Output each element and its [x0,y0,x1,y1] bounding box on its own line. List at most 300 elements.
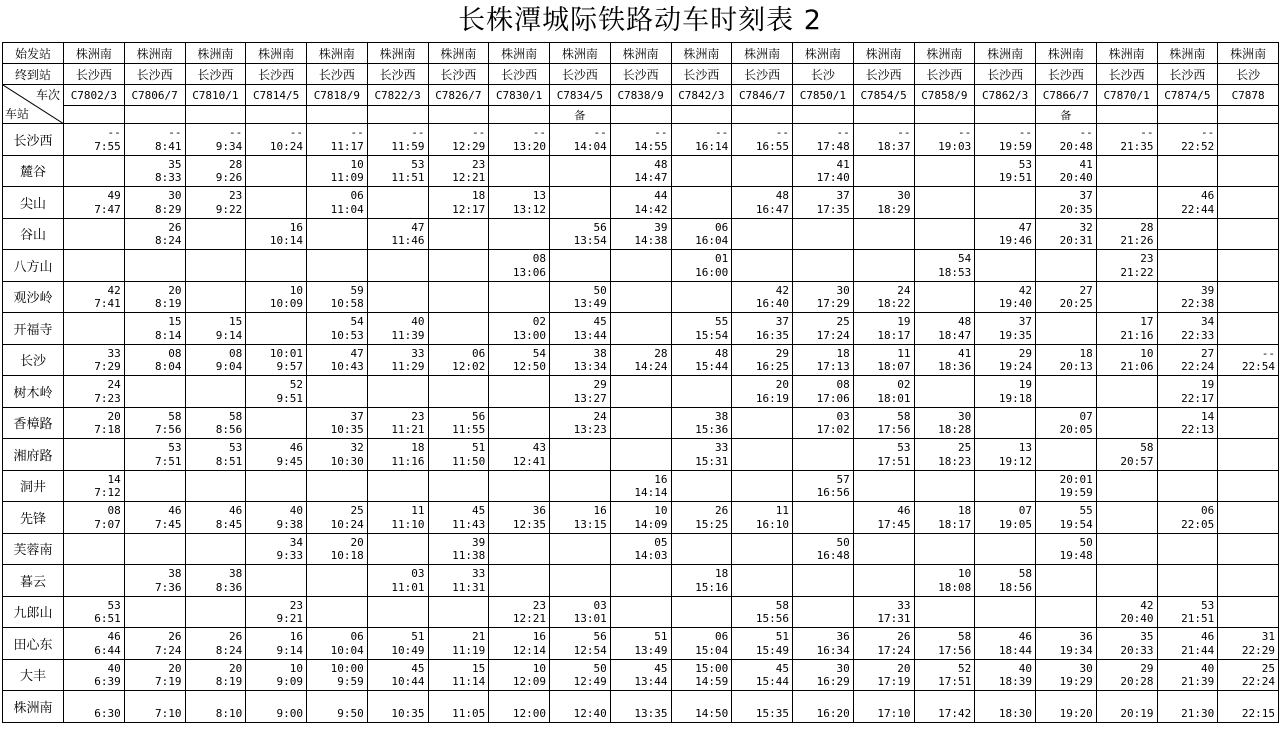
time-cell [793,155,854,187]
arrival-time: 15 [168,315,182,328]
departure-time: 9:57 [276,360,303,373]
departure-time: 16:40 [755,297,789,310]
time-cell [1036,124,1097,156]
arrival-time: 06 [472,346,486,360]
arrival-time: 33 [897,598,911,612]
departure-time: 11:55 [452,423,486,436]
train-number: C7878 [1218,85,1279,106]
terminus-cell: 长沙西 [489,64,550,85]
origin-cell: 株洲南 [975,43,1036,64]
arrival-time: 36 [1079,630,1093,643]
station-name: 香樟路 [3,407,64,439]
departure-time: 13:20 [512,139,546,153]
time-cell [64,533,125,565]
departure-time: 10:44 [391,675,425,688]
departure-time: 18:17 [877,328,911,342]
train-note [671,106,732,124]
time-cell [853,281,914,313]
time-cell [246,470,307,502]
origin-cell: 株洲南 [732,43,793,64]
arrival-time: 33 [715,441,729,454]
time-cell [732,470,793,502]
time-cell [975,659,1036,691]
departure-time: 14:42 [634,202,668,216]
train-note [307,106,368,124]
time-cell [185,187,246,219]
time-cell [610,470,671,502]
time-cell [914,376,975,408]
time-cell [793,470,854,502]
arrival-time: 21 [472,630,486,643]
time-cell [732,596,793,628]
time-cell [793,439,854,471]
departure-time: 12:21 [452,171,486,184]
arrival-time: -- [107,126,121,139]
arrival-time: 10:00 [330,661,364,675]
origin-cell: 株洲南 [1157,43,1218,64]
time-cell [1157,124,1218,156]
time-cell [975,218,1036,250]
train-number: C7810/1 [185,85,246,106]
departure-time: 8:19 [155,297,182,310]
arrival-time: 10 [350,157,364,171]
departure-time: 15:25 [695,517,729,531]
terminus-cell: 长沙西 [1157,64,1218,85]
arrival-time: 25 [958,441,972,454]
arrival-time: 25 [350,504,364,517]
time-cell [1157,691,1218,723]
arrival-time: 48 [775,189,789,202]
arrival-time: 26 [715,504,729,517]
time-cell [489,659,550,691]
arrival-time: 15:00 [695,661,729,675]
arrival-time: 46 [1201,630,1215,643]
arrival-time: 46 [168,504,182,517]
arrival-time: 58 [1018,567,1032,580]
time-cell [1096,502,1157,534]
arrival-time: 34 [289,535,303,549]
departure-time: 8:10 [215,706,243,720]
departure-time: 16:00 [695,265,729,279]
time-cell [1096,250,1157,282]
departure-time: 10:49 [391,643,425,657]
departure-time: 14:14 [634,486,668,499]
time-cell [853,533,914,565]
arrival-time: 10 [289,283,303,297]
train-note [732,106,793,124]
time-cell [671,533,732,565]
departure-time: 8:45 [215,517,243,531]
time-cell [64,218,125,250]
time-cell [975,155,1036,187]
time-cell [428,313,489,345]
time-cell [307,187,368,219]
time-cell [550,533,611,565]
time-cell [124,218,185,250]
departure-time: 19:34 [1059,643,1093,657]
departure-time: 15:16 [695,580,729,594]
departure-time: 21:35 [1120,139,1154,153]
origin-cell: 株洲南 [307,43,368,64]
train-number: C7874/5 [1157,85,1218,106]
arrival-time: -- [775,126,789,139]
arrival-time: 38 [715,409,729,423]
station-col-label: 车站 [5,107,30,121]
departure-time: 20:48 [1059,139,1093,153]
time-cell [428,124,489,156]
time-cell [1036,691,1097,723]
time-cell [550,376,611,408]
arrival-time: 31 [1261,630,1275,643]
time-cell [853,250,914,282]
departure-time: 11:59 [391,139,425,153]
departure-time: 22:38 [1181,297,1215,310]
time-cell [793,376,854,408]
terminus-cell: 长沙西 [124,64,185,85]
arrival-time: 11 [897,346,911,360]
departure-time: 6:30 [94,706,121,720]
time-cell [1218,281,1279,313]
arrival-time: 19 [1201,378,1215,391]
time-cell [1036,659,1097,691]
departure-time: 18:01 [877,391,911,405]
arrival-time: 53 [229,441,243,454]
arrival-time: 52 [289,378,303,391]
departure-time: 14:47 [634,171,668,184]
departure-time: 19:18 [998,391,1032,405]
time-cell [610,187,671,219]
arrival-time: 15 [472,661,486,675]
departure-time: 11:46 [391,234,425,247]
origin-row [3,43,1279,64]
time-cell [428,407,489,439]
arrival-time: 48 [654,157,668,171]
time-cell [732,691,793,723]
departure-time: 22:44 [1181,202,1215,216]
time-cell [1036,407,1097,439]
departure-time: 16:20 [816,706,850,720]
departure-time: 15:04 [695,643,729,657]
arrival-time: 54 [958,252,972,265]
station-name: 长沙 [3,344,64,376]
departure-time: 8:14 [155,328,182,342]
departure-time: 19:51 [998,171,1032,184]
time-cell [671,502,732,534]
departure-time: 16:47 [755,202,789,216]
time-cell [1036,470,1097,502]
arrival-time: 51 [775,630,789,643]
time-cell [671,376,732,408]
arrival-time: 39 [472,535,486,549]
train-note [428,106,489,124]
time-cell [610,565,671,597]
arrival-time: 20 [168,283,182,297]
arrival-time: 18 [715,567,729,580]
arrival-time: 05 [654,535,668,549]
time-cell [307,470,368,502]
station-row [3,565,1279,597]
time-cell [732,628,793,660]
time-cell [610,155,671,187]
departure-time: 17:35 [816,202,850,216]
departure-time: 16:19 [755,391,789,405]
time-cell [914,155,975,187]
time-cell [671,155,732,187]
time-cell [610,124,671,156]
arrival-time: -- [1018,126,1032,139]
departure-time: 13:49 [634,643,668,657]
time-cell [914,470,975,502]
station-row [3,470,1279,502]
arrival-time: 16 [289,220,303,234]
train-number: C7862/3 [975,85,1036,106]
departure-time: 16:10 [755,517,789,531]
departure-time: 13:06 [512,265,546,279]
departure-time: 11:51 [391,171,425,184]
train-number: C7826/7 [428,85,489,106]
departure-time: 12:21 [512,612,546,625]
time-cell [853,407,914,439]
train-note [975,106,1036,124]
time-cell [246,407,307,439]
time-cell [1096,533,1157,565]
departure-time: 22:05 [1181,517,1215,531]
departure-time: 11:05 [452,706,486,720]
departure-time: 8:04 [155,360,182,373]
departure-time: 17:24 [877,643,911,657]
departure-time: 8:51 [215,454,243,468]
time-cell [64,502,125,534]
time-cell [1218,470,1279,502]
time-cell [489,218,550,250]
origin-cell: 株洲南 [793,43,854,64]
time-cell [1096,155,1157,187]
time-cell [1036,155,1097,187]
arrival-time: 41 [1079,157,1093,171]
time-cell [367,470,428,502]
arrival-time: 37 [836,189,850,202]
time-cell [367,187,428,219]
time-cell [246,691,307,723]
time-cell [489,407,550,439]
time-cell [246,218,307,250]
arrival-time: 58 [1140,441,1154,454]
departure-time: 14:04 [573,139,607,153]
time-cell [124,502,185,534]
departure-time: 11:50 [452,454,486,468]
arrival-time: 33 [472,567,486,580]
arrival-time: 02 [897,378,911,391]
time-cell [1157,250,1218,282]
time-cell [610,376,671,408]
departure-time: 8:36 [215,580,243,594]
page-title: 长株潭城际铁路动车时刻表 2 [458,5,822,36]
departure-time: 22:33 [1181,328,1215,342]
departure-time: 17:51 [938,675,972,688]
terminus-cell: 长沙西 [1096,64,1157,85]
departure-time: 12:17 [452,202,486,216]
time-cell [1218,376,1279,408]
time-cell [185,124,246,156]
departure-time: 20:25 [1059,297,1093,310]
time-cell [428,502,489,534]
time-cell [489,124,550,156]
time-cell [975,313,1036,345]
train-number: C7814/5 [246,85,307,106]
time-cell [307,439,368,471]
time-cell [914,407,975,439]
departure-time: 11:14 [452,675,486,688]
terminus-cell: 长沙西 [853,64,914,85]
time-cell [64,313,125,345]
departure-time: 7:41 [94,297,121,310]
time-cell [1157,565,1218,597]
departure-time: 8:24 [155,234,182,247]
time-cell [550,439,611,471]
time-cell [185,407,246,439]
station-name: 湘府路 [3,439,64,471]
departure-time: 17:51 [877,454,911,468]
arrival-time: 45 [654,661,668,675]
arrival-time: 33 [107,346,121,360]
departure-time: 22:15 [1241,706,1275,720]
arrival-time: 06 [350,189,364,202]
departure-time: 18:36 [938,360,972,373]
time-cell [367,439,428,471]
departure-time: 19:05 [998,517,1032,531]
arrival-time: 44 [654,189,668,202]
terminus-cell: 长沙西 [975,64,1036,85]
arrival-time: 40 [107,661,121,675]
time-cell [64,376,125,408]
arrival-time: 30 [836,283,850,297]
time-cell [853,439,914,471]
arrival-time: -- [1261,346,1275,360]
arrival-time: 40 [1018,661,1032,675]
departure-time: 17:42 [938,706,972,720]
departure-time: 19:40 [998,297,1032,310]
arrival-time: 46 [107,630,121,643]
departure-time: 10:04 [330,643,364,657]
terminus-cell: 长沙西 [550,64,611,85]
arrival-time: 20 [229,661,243,675]
arrival-time: 10 [289,661,303,675]
time-cell [428,628,489,660]
arrival-time: 48 [715,346,729,360]
arrival-time: 53 [168,441,182,454]
departure-time: 16:14 [695,139,729,153]
time-cell [367,628,428,660]
origin-cell: 株洲南 [610,43,671,64]
departure-time: 9:33 [276,549,303,562]
departure-time: 14:09 [634,517,668,531]
note-row [3,106,1279,124]
arrival-time: 29 [1140,661,1154,675]
arrival-time: 38 [229,567,243,580]
time-cell [489,502,550,534]
time-cell [428,281,489,313]
arrival-time: 50 [593,661,607,675]
time-cell [124,344,185,376]
time-cell [610,596,671,628]
arrival-time: 33 [411,346,425,360]
origin-cell: 株洲南 [64,43,125,64]
departure-time: 20:28 [1120,675,1154,688]
time-cell [1096,218,1157,250]
station-row [3,281,1279,313]
time-cell [489,344,550,376]
arrival-time: 26 [897,630,911,643]
arrival-time: 32 [1079,220,1093,234]
time-cell [610,344,671,376]
departure-time: 16:35 [755,328,789,342]
time-cell [793,281,854,313]
departure-time: 6:39 [94,675,121,688]
departure-time: 15:35 [755,706,789,720]
station-name: 长沙西 [3,124,64,156]
train-number: C7822/3 [367,85,428,106]
origin-cell: 株洲南 [1036,43,1097,64]
departure-time: 12:14 [512,643,546,657]
arrival-time: -- [168,126,182,139]
departure-time: 21:39 [1181,675,1215,688]
time-cell [732,187,793,219]
arrival-time: 57 [836,472,850,486]
departure-time: 10:43 [330,360,364,373]
departure-time: 19:54 [1059,517,1093,531]
arrival-time: 26 [168,630,182,643]
arrival-time: 56 [593,630,607,643]
arrival-time: -- [958,126,972,139]
time-cell [853,187,914,219]
departure-time: 14:50 [695,706,729,720]
arrival-time: -- [229,126,243,139]
arrival-time: 10 [654,504,668,517]
departure-time: 7:55 [94,139,121,153]
time-cell [124,281,185,313]
arrival-time: 54 [350,315,364,328]
time-cell [793,344,854,376]
departure-time: 9:38 [276,517,303,531]
arrival-time: 38 [168,567,182,580]
train-note [246,106,307,124]
time-cell [246,502,307,534]
departure-time: 14:24 [634,360,668,373]
departure-time: 20:13 [1059,360,1093,373]
time-cell [1036,313,1097,345]
station-row [3,628,1279,660]
arrival-time: 36 [532,504,546,517]
time-cell [246,596,307,628]
time-cell [975,502,1036,534]
departure-time: 8:41 [155,139,182,153]
terminus-label: 终到站 [3,64,64,85]
time-cell [550,470,611,502]
time-cell [185,596,246,628]
arrival-time: -- [411,126,425,139]
departure-time: 7:18 [94,423,121,436]
time-cell [975,407,1036,439]
time-cell [793,533,854,565]
time-cell [550,691,611,723]
time-cell [489,565,550,597]
time-cell [1096,407,1157,439]
arrival-time: 27 [1201,346,1215,360]
time-cell [1157,659,1218,691]
arrival-time: 50 [836,535,850,549]
train-number: C7870/1 [1096,85,1157,106]
origin-label: 始发站 [3,43,64,64]
